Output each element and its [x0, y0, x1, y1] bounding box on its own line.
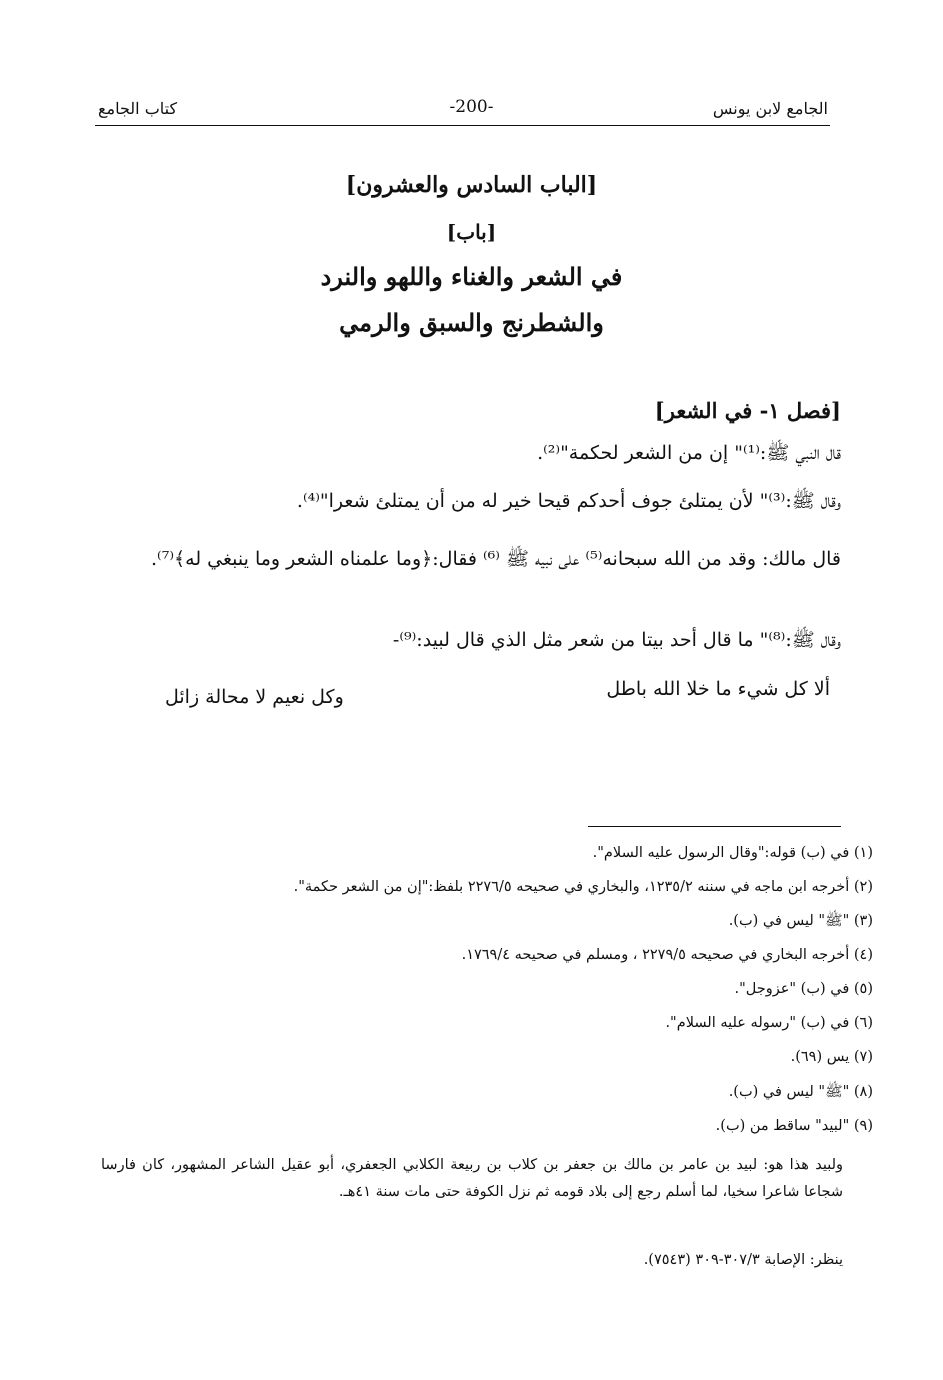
footnote-labid-bio: ولبيد هذا هو: لبيد بن عامر بن مالك بن جعفر بن كلاب بن ربيعة الكلابي الجعفري، أبو عقيل الشاعر المشهور، كان فارسا شجاعا شاعرا سخيا، لما أسلم رجع إلى بلاد قومه ثم نزل الكوفة حتى مات سنة ٤١هـ. — [101, 1157, 843, 1200]
paragraph-2: وقال ﷺ:⁽³⁾" لأن يمتلئ جوف أحدكم قيحا خير له من أن يمتلئ شعرا"⁽⁴⁾. — [296, 490, 841, 512]
footnote-8: (٨) "ﷺ" ليس في (ب). — [728, 1084, 873, 1100]
chapter-subject-line-2: والشطرنج والسبق والرمي — [339, 308, 604, 337]
footnote-source-reference: ينظر: الإصابة ٣٠٧/٣-٣٠٩ (٧٥٤٣). — [643, 1252, 843, 1268]
running-header-chapter: كتاب الجامع — [98, 99, 178, 118]
footnote-7: (٧) يس (٦٩). — [790, 1049, 873, 1065]
section-heading: [فصل ١- في الشعر] — [654, 398, 841, 423]
footnote-4: (٤) أخرجه البخاري في صحيحه ٢٢٧٩/٥ ، ومسلم في صحيحه ١٧٦٩/٤. — [461, 947, 873, 963]
header-rule — [95, 125, 830, 126]
paragraph-3: قال مالك: وقد من الله سبحانه⁽⁵⁾ على نبيه ﷺ ⁽⁶⁾ فقال:﴿وما علمناه الشعر وما ينبغي له﴾⁽⁷⁾. — [151, 548, 841, 570]
paragraph-4: وقال ﷺ:⁽⁸⁾" ما قال أحد بيتا من شعر مثل الذي قال لبيد:⁽⁹⁾- — [392, 629, 841, 651]
poem-verse — [150, 676, 840, 706]
footnote-1: (١) في (ب) قوله:"وقال الرسول عليه السلام". — [592, 845, 873, 861]
page-number: -200- — [449, 97, 494, 117]
footnote-5: (٥) في (ب) "عزوجل". — [734, 981, 873, 997]
footnote-6: (٦) في (ب) "رسوله عليه السلام". — [665, 1015, 873, 1031]
paragraph-1: قال النبي ﷺ:⁽¹⁾" إن من الشعر لحكمة"⁽²⁾. — [537, 442, 841, 464]
footnote-2: (٢) أخرجه ابن ماجه في سننه ١٢٣٥/٢، والبخاري في صحيحه ٢٢٧٦/٥ بلفظ:"إن من الشعر حكمة". — [293, 879, 873, 895]
footnote-3: (٣) "ﷺ" ليس في (ب). — [728, 913, 873, 929]
chapter-number-title: [الباب السادس والعشرون] — [345, 172, 598, 198]
chapter-subject-line-1: في الشعر والغناء واللهو والنرد — [320, 262, 623, 291]
bab-title: [باب] — [446, 220, 497, 244]
poem-second-hemistich: وكل نعيم لا محالة زائل — [165, 686, 344, 708]
footnote-9: (٩) "لبيد" ساقط من (ب). — [715, 1118, 873, 1134]
poem-first-hemistich: ألا كل شيء ما خلا الله باطل — [606, 678, 830, 700]
running-header-book-title: الجامع لابن يونس — [712, 99, 828, 118]
footnote-separator — [588, 826, 841, 827]
